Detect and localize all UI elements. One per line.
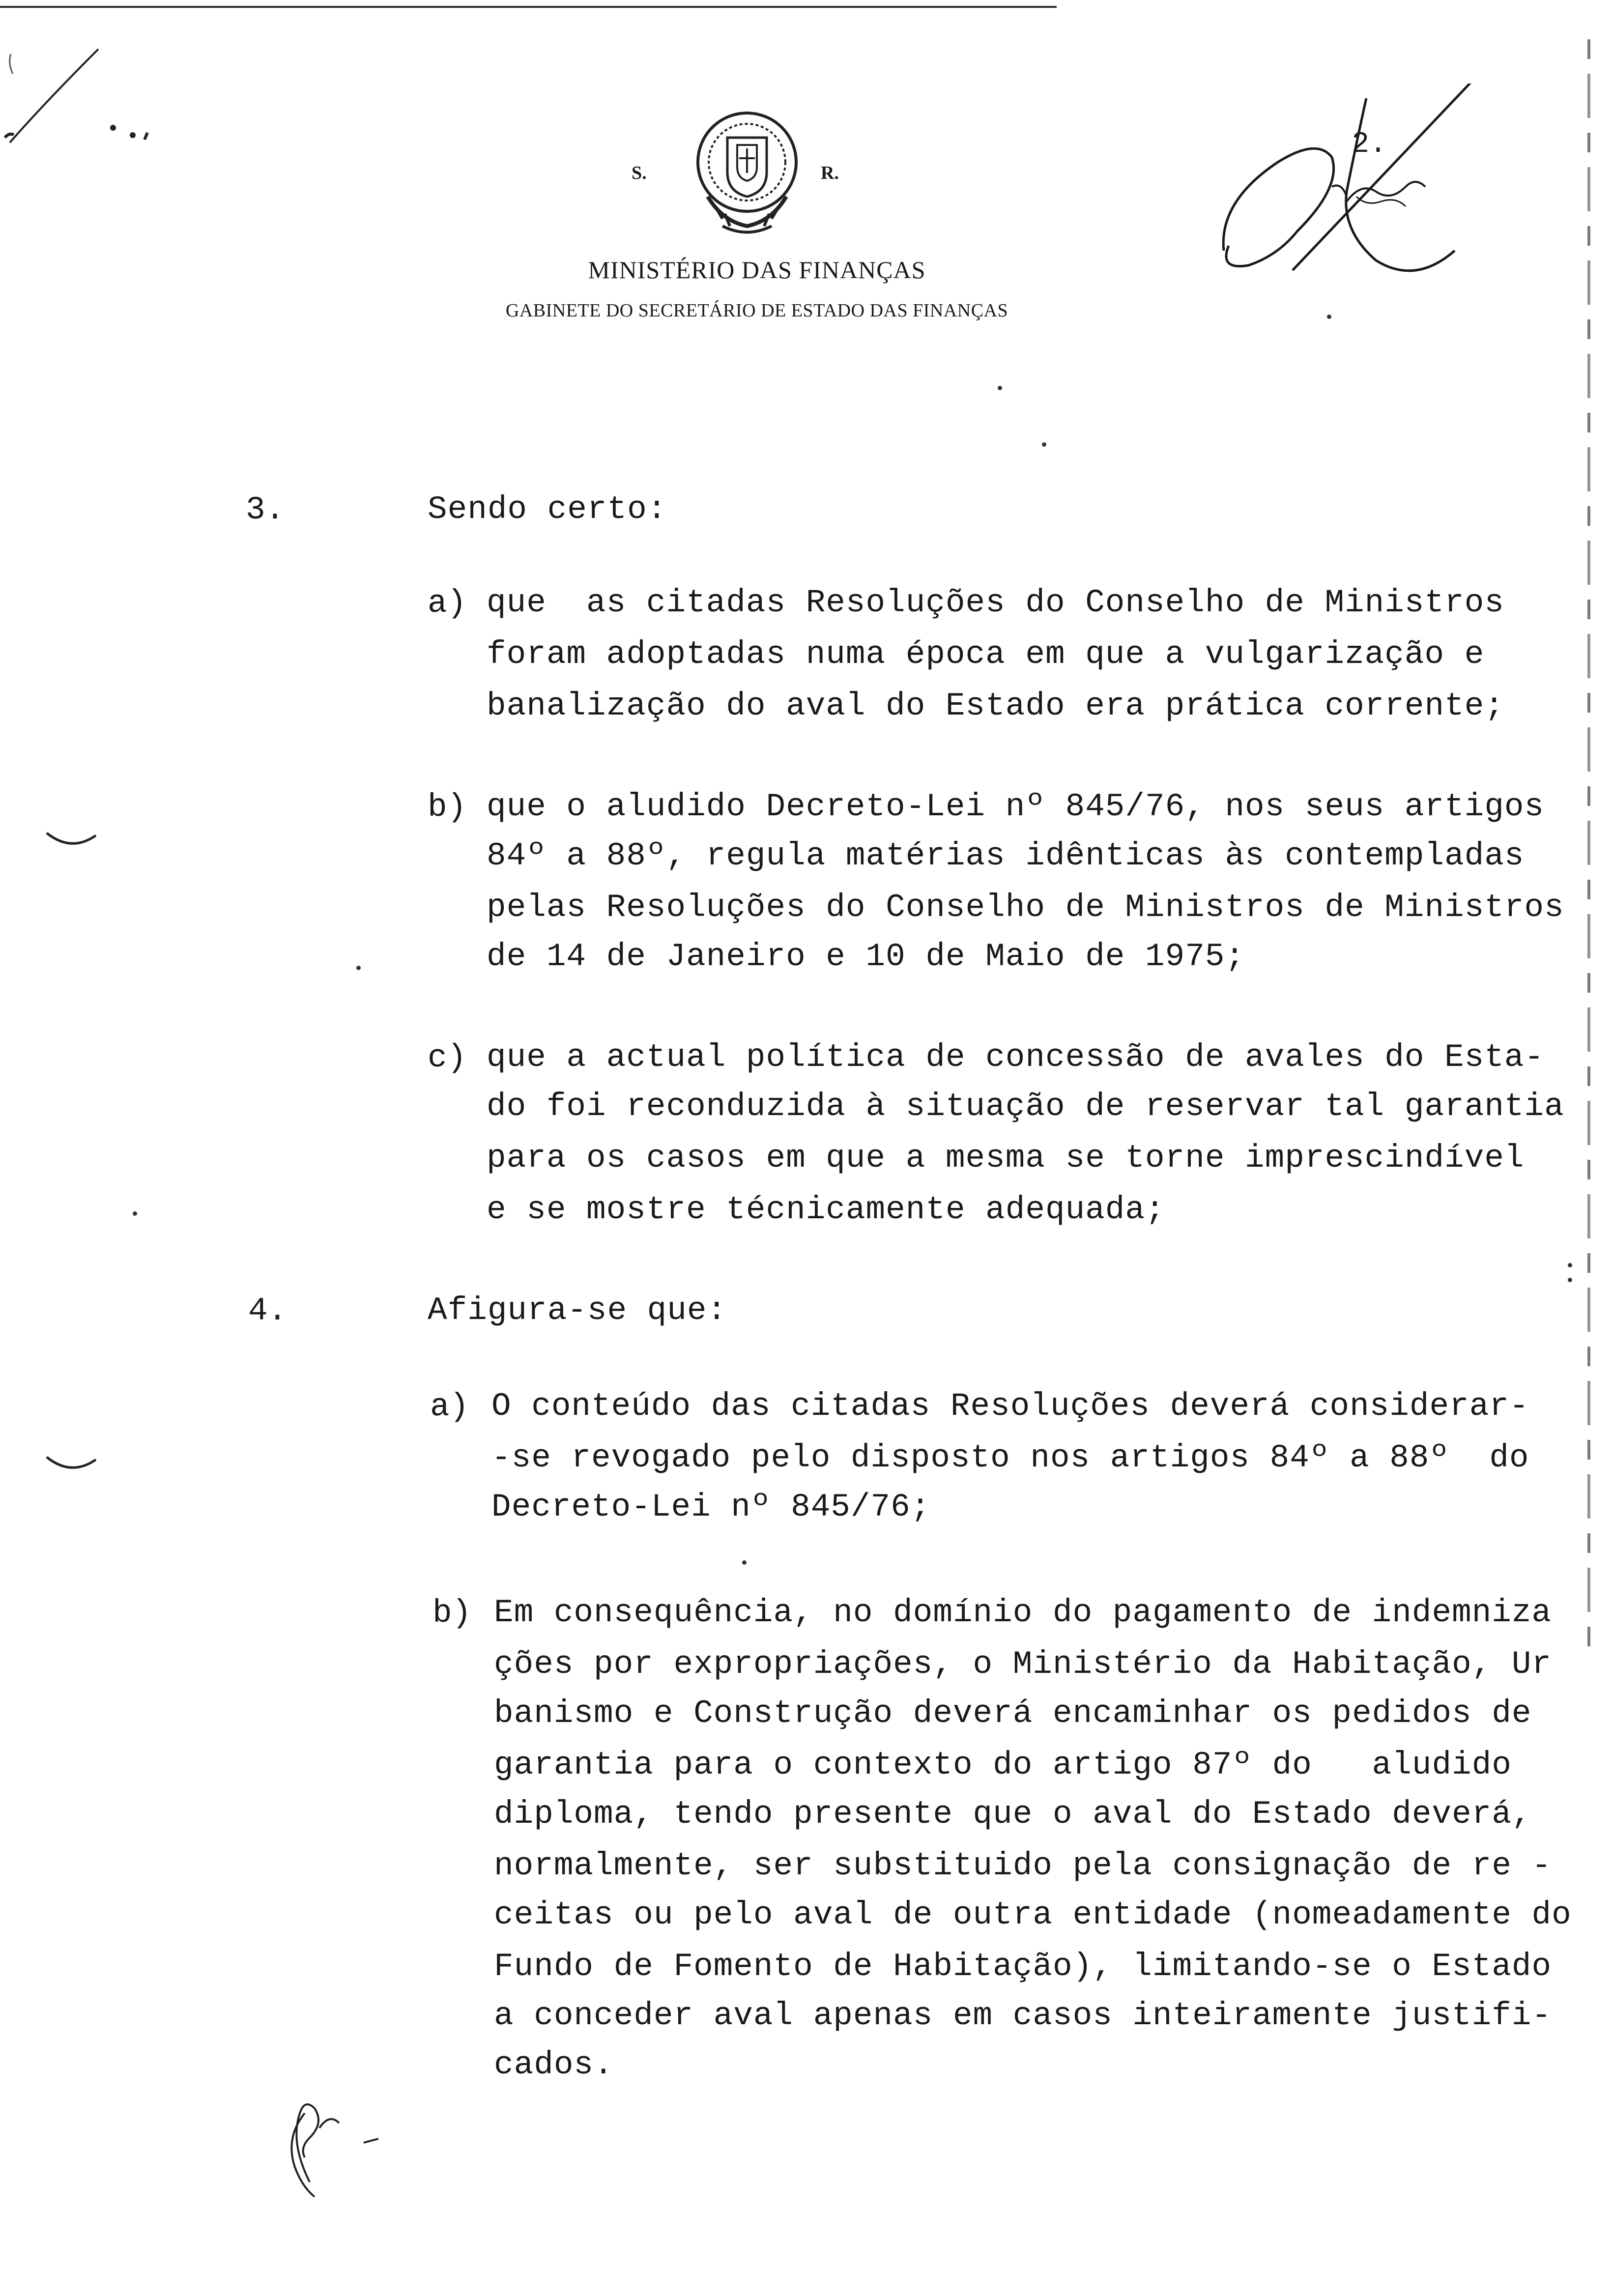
- item-line: que a actual política de concessão de avales do Esta-: [487, 1039, 1545, 1076]
- punch-hole-mark: [44, 831, 98, 850]
- item-line: banismo e Construção deverá encaminhar os pedidos de: [494, 1695, 1532, 1732]
- item-line: 84º a 88º, regula matérias idênticas às contempladas: [487, 837, 1525, 874]
- item-letter: a): [428, 585, 467, 622]
- item-line: ções por expropriações, o Ministério da Habitação, Ur: [494, 1646, 1552, 1683]
- item-line: que o aludido Decreto-Lei nº 845/76, nos seus artigos: [487, 788, 1545, 825]
- letterhead: [413, 103, 1101, 339]
- item-line: de 14 de Janeiro e 10 de Maio de 1975;: [487, 938, 1245, 975]
- item-line: banalização do aval do Estado era prática corrente;: [487, 688, 1504, 724]
- item-line: Em consequência, no domínio do pagamento de indemniza: [494, 1594, 1552, 1631]
- scan-edge: [1587, 39, 1590, 1661]
- item-line: a conceder aval apenas em casos inteiramente justifi-: [494, 1997, 1552, 2034]
- handwritten-initials: [275, 2084, 403, 2207]
- item-letter: a): [430, 1388, 469, 1425]
- item-line: que as citadas Resoluções do Conselho de Ministros: [487, 584, 1504, 621]
- item-line: ceitas ou pelo aval de outra entidade (nomeadamente do: [494, 1896, 1572, 1933]
- scan-speck: [1327, 315, 1331, 319]
- scan-speck: [998, 386, 1002, 390]
- scan-speck: [1568, 1263, 1572, 1267]
- item-letter: c): [428, 1039, 467, 1076]
- section-heading: Afigura-se que:: [428, 1292, 727, 1329]
- item-line: cados.: [494, 2046, 614, 2083]
- item-line: -se revogado pelo disposto nos artigos 84º a 88º do: [491, 1439, 1529, 1476]
- section-number: 3.: [246, 491, 285, 528]
- section-heading: Sendo certo:: [428, 491, 667, 528]
- section-number: 4.: [248, 1292, 288, 1329]
- page-number: 2.: [1352, 128, 1387, 161]
- item-letter: b): [428, 789, 467, 826]
- item-line: para os casos em que a mesma se torne imprescindível: [487, 1140, 1525, 1177]
- handwritten-signature: [1219, 84, 1494, 310]
- scan-speck: [1042, 442, 1046, 447]
- cabinet-subtitle: GABINETE DO SECRETÁRIO DE ESTADO DAS FINANÇAS: [505, 300, 1008, 321]
- punch-hole-mark: [44, 1455, 98, 1474]
- item-line: diploma, tendo presente que o aval do Estado deverá,: [494, 1796, 1532, 1833]
- item-line: O conteúdo das citadas Resoluções deverá considerar-: [491, 1388, 1529, 1425]
- item-line: Decreto-Lei nº 845/76;: [491, 1489, 931, 1525]
- item-line: foram adoptadas numa época em que a vulgarização e: [487, 636, 1485, 673]
- item-line: Fundo de Fomento de Habitação), limitando-se o Estado: [494, 1948, 1552, 1985]
- scan-speck: [356, 966, 361, 970]
- item-line: garantia para o contexto do artigo 87º do aludido: [494, 1747, 1512, 1783]
- scan-speck: [742, 1560, 747, 1565]
- ministry-title: MINISTÉRIO DAS FINANÇAS: [588, 256, 926, 284]
- top-rule-line: [0, 6, 1057, 8]
- coat-of-arms-seal-icon: [688, 103, 806, 241]
- item-letter: b): [432, 1595, 472, 1632]
- item-line: do foi reconduzida à situação de reservar tal garantia: [487, 1088, 1564, 1125]
- item-line: e se mostre técnicamente adequada;: [487, 1191, 1165, 1228]
- handwritten-corner-mark: [0, 39, 167, 167]
- scan-speck: [133, 1211, 137, 1216]
- item-line: normalmente, ser substituido pela consignação de re -: [494, 1847, 1552, 1884]
- scan-speck: [1568, 1278, 1572, 1282]
- item-line: pelas Resoluções do Conselho de Ministros de Ministros: [487, 889, 1564, 926]
- seal-letter-left: S.: [632, 163, 647, 183]
- seal-letter-right: R.: [821, 163, 839, 183]
